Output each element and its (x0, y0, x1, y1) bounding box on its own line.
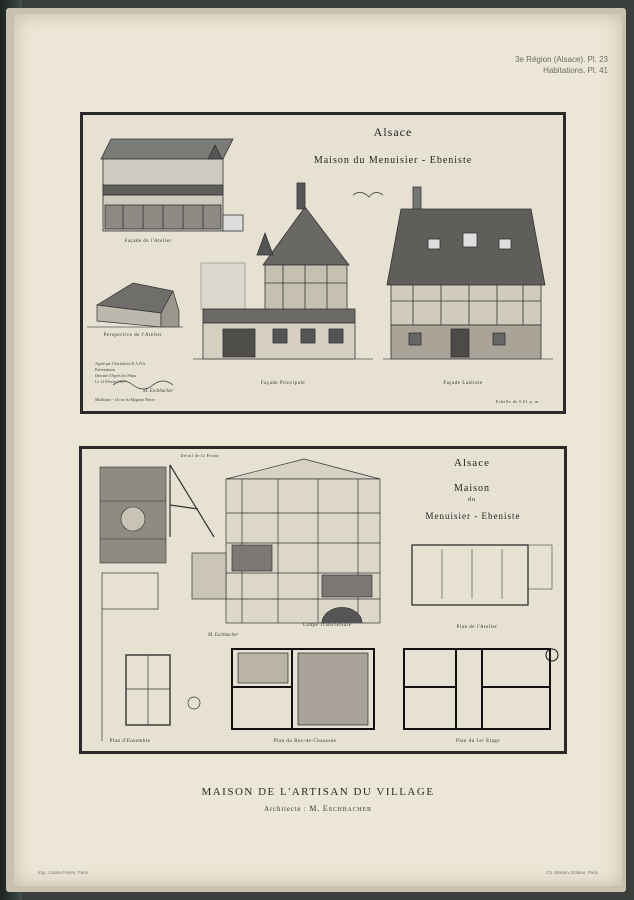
plate1-approval-note (95, 361, 205, 385)
plate2-title-line3: Menuisier - Ebeniste (425, 511, 521, 521)
caption-site-plan: Plan d'Ensemble (109, 739, 151, 744)
caption-cross-section: Coupe Transversale (302, 623, 352, 628)
plans-drawing (82, 449, 564, 751)
note-line: Agréé par l'Architecte D.A.N.S. (95, 361, 147, 366)
caption-facade-principale: Façade Principale (260, 381, 306, 386)
plate-reference (515, 54, 608, 76)
architect-label: Architecte : (264, 805, 307, 813)
printer-credit: Imp. Catala Frères, Paris (38, 870, 89, 875)
site-plan-drawing (102, 573, 200, 741)
atelier-facade-drawing (101, 139, 243, 231)
plate-page (14, 14, 622, 886)
caption-perspective: Perspective de l'Atelier (103, 333, 163, 338)
caption-scale: Echelle de 0.01 p. m. (495, 399, 541, 404)
plate2-signature: M. Eschbacher (208, 633, 239, 638)
architect-credit (14, 804, 622, 813)
plate2-title-line1: Maison (454, 483, 490, 494)
lateral-facade-drawing (383, 187, 553, 359)
plate1-house-title: Maison du Menuisier - Ebeniste (313, 155, 473, 166)
plate1-region-title: Alsace (373, 125, 413, 139)
plans-plate (79, 446, 567, 754)
plate1-address: Mulhouse - 14 rue du Magasin Pierre (95, 397, 155, 402)
ground-floor-plan-drawing (232, 649, 374, 729)
window-detail-drawing (100, 467, 166, 563)
plate-main-title: MAISON DE L'ARTISAN DU VILLAGE (201, 786, 435, 798)
caption-truss-detail: Détail de la Ferme (180, 453, 220, 458)
first-floor-plan-drawing (404, 649, 558, 729)
cross-section-drawing (192, 459, 380, 623)
caption-facade-atelier: Façade de l'Atelier (124, 239, 172, 244)
plate-reference-line1: 3e Région (Alsace). Pl. 23 (515, 55, 608, 64)
caption-atelier-plan: Plan de l'Atelier (456, 625, 498, 630)
atelier-plan-drawing (412, 545, 552, 605)
stork-ornament (353, 192, 383, 197)
elevations-plate (80, 112, 566, 414)
caption-ground-floor-plan: Plan du Rez-de-Chaussée (273, 739, 337, 744)
plate2-title-line2: du (468, 497, 476, 503)
note-line: Le 12 Février 1917 (95, 379, 126, 384)
plate1-signature: M. Eschbacher (143, 389, 174, 394)
publisher-credit: Ch. Massin, Editeur, Paris (546, 870, 598, 875)
note-line: Présentation (95, 367, 115, 372)
note-line: Dessiné d'Après les Plans (95, 373, 137, 378)
plate-reference-line2: Habitations. Pl. 41 (543, 66, 608, 75)
truss-detail-drawing (170, 465, 214, 537)
atelier-perspective-drawing (87, 283, 183, 327)
plate2-region-title: Alsace (454, 457, 490, 469)
architect-name: M. Eschbacher (309, 804, 372, 813)
caption-first-floor-plan: Plan du 1er Etage (456, 739, 500, 744)
caption-facade-laterale: Façade Latérale (443, 381, 483, 386)
